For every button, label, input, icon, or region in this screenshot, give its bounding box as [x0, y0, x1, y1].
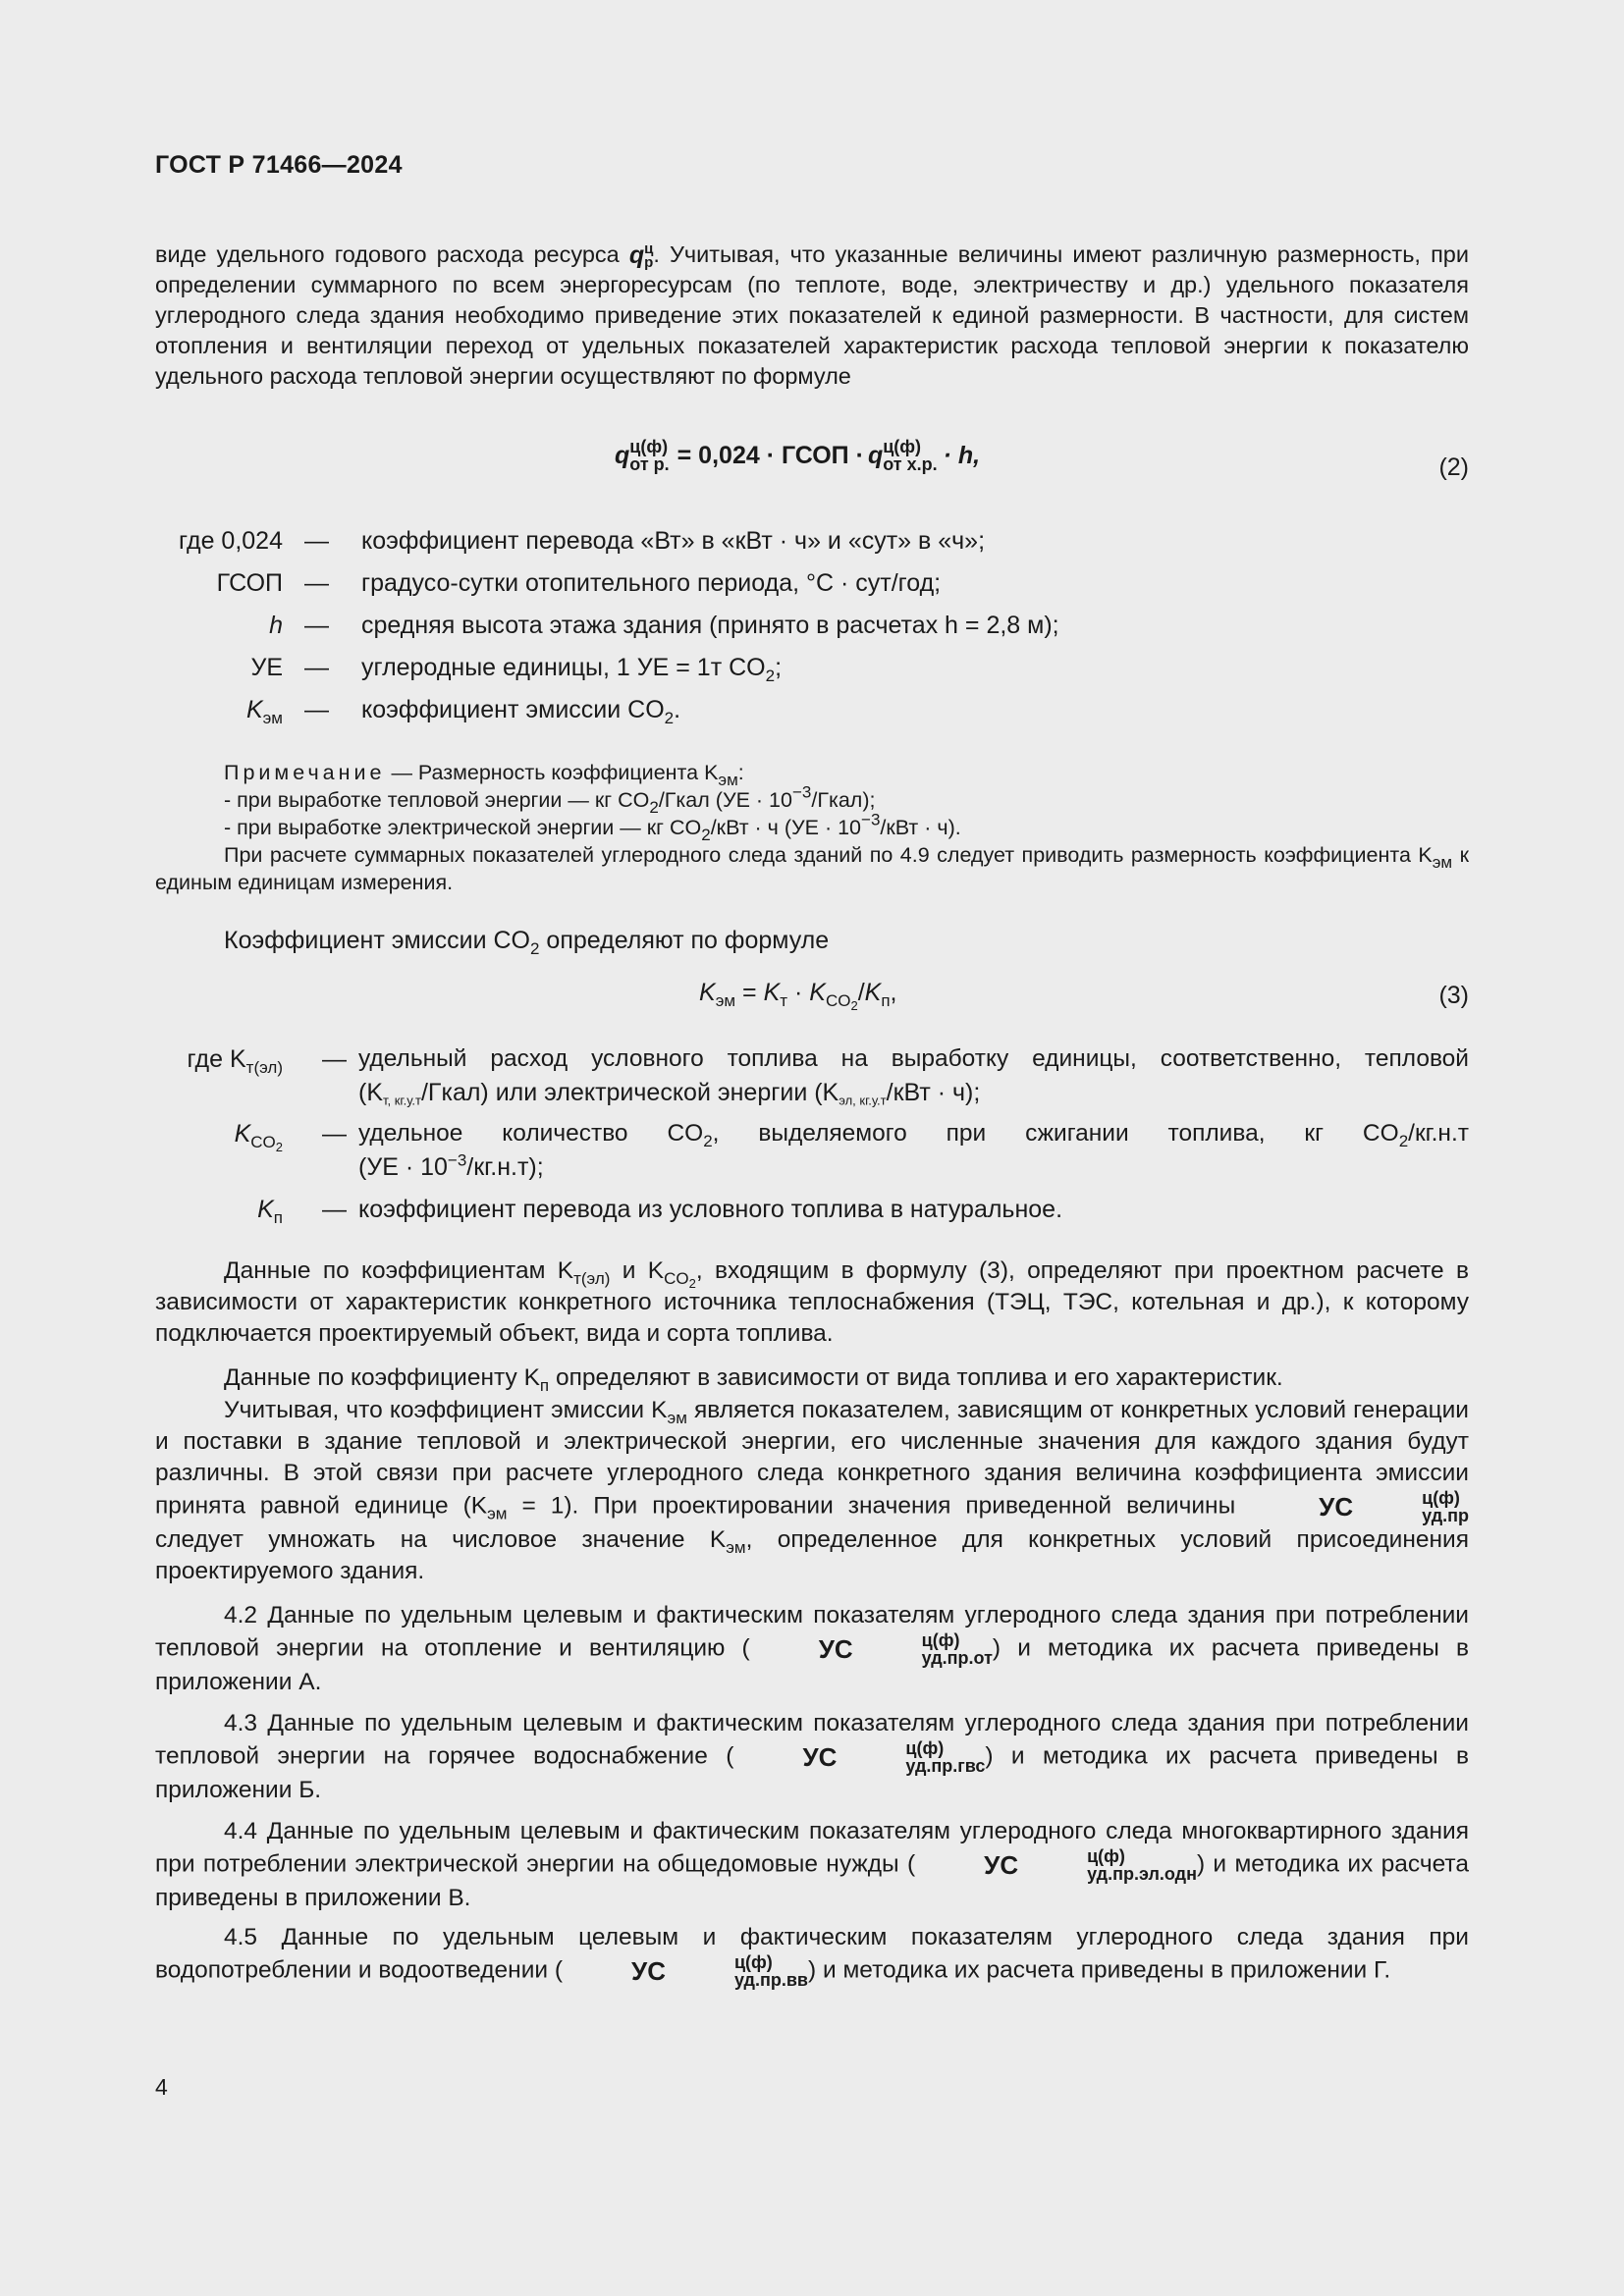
- legend-row: h — средняя высота этажа здания (принято в расчетах h = 2,8 м);: [269, 612, 1059, 639]
- q-symbol: q ц р: [628, 240, 654, 271]
- formula-3-number: (3): [1438, 982, 1469, 1009]
- section-4-4: 4.4 Данные по удельным целевым и фактическим показателям углеродного следа многоквартирного здания при потреблении электрической энергии на общедомовые нужды ( УС ц(ф) уд.пр.эл.одн ) и методика их расчета приведены в приложении В.: [155, 1818, 1469, 1911]
- formula-2: q ц(ф) от р. = 0,024 · ГСОП · q ц(ф) от х.р. · h,: [615, 437, 981, 474]
- intro-paragraph: виде удельного годового расхода ресурса q ц р . Учитывая, что указанные величины имеют различную размерность, при определении суммарного по всем энергоресурсам (по теплоте, воде, электричеству и др.) удельного показателя углеродного следа здания необходимо приведение этих показателей к единой размерности. В частности, для систем отопления и вентиляции переход от удельных показателей характеристик расхода тепловой энергии к показателю удельного расхода тепловой энергии осуществляют по формуле: [155, 240, 1469, 390]
- legend-row: УЕ — углеродные единицы, 1 УЕ = 1т $CO_2$;: [250, 654, 783, 685]
- section-4-5: 4.5 Данные по удельным целевым и фактическим показателям углеродного следа здания при водопотреблении и водоотведении ( УС ц(ф) уд.пр.вв ) и методика их расчета приведены в приложении Г.: [155, 1924, 1469, 1990]
- document-header: ГОСТ Р 71466—2024: [155, 151, 403, 179]
- emission-sentence: Коэффициент эмиссии $CO_2$ определяют по формуле: [224, 927, 830, 958]
- paragraph-emission: Учитывая, что коэффициент эмиссии $K_{эм}$ является показателем, зависящим от конкретных условий генерации и поставки в здание тепловой и электрической энергии, его численные значения для каждого здания будут различны. В этой связи при расчете углеродного следа конкретного здания величина коэффициента эмиссии принята равной единице $(K_{эм} = 1)$. При проектировании значения приведенной величины УС ц(ф) уд.пр следует умножать на числовое значение $K_{эм}$, определенное для конкретных условий присоединения проектируемого здания.: [155, 1397, 1469, 1584]
- section-4-3: 4.3 Данные по удельным целевым и фактическим показателям углеродного следа здания при потреблении тепловой энергии на горячее водоснабжение ( УС ц(ф) уд.пр.гвс ) и методика их расчета приведены в приложении Б.: [155, 1710, 1469, 1803]
- page-number: 4: [155, 2074, 168, 2100]
- note-block: Примечание — Размерность коэффициента $K_{эм}$: - при выработке тепловой энергии — кг $CO_2$/Гкал $(УЕ \cdot 10^{-3}/Гкал)$; - при выработке электрической энергии — кг $CO_2$/кВт · ч ($УЕ \cdot 10^{-3}$/кВт · ч). При расчете суммарных показателей углеродного следа зданий по 4.9 следует приводить размерность коэффициента $K_{эм}$ к единым единицам измерения.: [155, 761, 1469, 894]
- section-4-2: 4.2 Данные по удельным целевым и фактическим показателям углеродного следа здания при потреблении тепловой энергии на отопление и вентиляцию ( УС ц(ф) уд.пр.от ) и методика их расчета приведены в приложении А.: [155, 1602, 1469, 1695]
- legend-row-continued: $(K_{т, кг.у.т}/Гкал)$ или электрической энергии ($K_{эл, кг.у.т}$/кВт · ч);: [358, 1079, 981, 1108]
- legend-row: где 0,024 — коэффициент перевода «Вт» в «кВт · ч» и «сут» в «ч»;: [179, 527, 986, 555]
- document-page: ГОСТ Р 71466—2024 виде удельного годового расхода ресурса q ц р . Учитывая, что указанные величины имеют различную размерность, при определении суммарного по всем энергоресурсам (по теплоте, воде, электричеству и др.) удельного показателя углеродного следа здания необходимо приведение этих показателей к единой размерности. В частности, для систем отопления и вентиляции переход от удельных показателей характеристик расхода тепловой энергии к показателю удельного расхода тепловой энергии осуществляют по формуле q ц(ф) от р. = 0,024 · ГСОП · q ц(ф) от х.р. · h, (2) где 0,024 — коэффициент перевода «Вт» в «кВт · ч» и «сут» в «ч»; ГСОП — градусо-сутки отопительного периода, °С · сут/год; h — средняя высота этажа здания (принято в расчетах h = 2,8 м); УЕ — углеродные единицы, 1 УЕ = 1т $CO_2$; $K_{эм}$ — коэффициент эмиссии $CO_2$. Примечание — Размерность коэффициента $K_{эм}$: - при выработке тепловой энергии — кг $CO_2$/Гкал $(УЕ \cdot 10^{-3}/Гкал)$; - при выработке электрической энергии — кг $CO_2$/кВт · ч ($УЕ \cdot 10^{-3}$/кВт · ч). При расчете суммарных показателей углеродного следа зданий по 4.9 следует приводить размерность коэффициента $K_{эм}$ к единым единицам измерения. Коэффициент эмиссии $CO_2$ определяют по формуле $K_{эм} = K_т \cdot K_{CO_2}/K_п$, (3) где $K_{т(эл)}$ — удельный расход условного топлива на выработку единицы, соответственно, тепловой $(K_{т, кг.у.т}/Гкал)$ или электрической энергии ($K_{эл, кг.у.т}$/кВт · ч); $K_{CO_2}$ — удельное количество $CO_2$, выделяемого при сжигании топлива, кг $CO_2/кг.н.т$ $(УЕ \cdot 10^{-3}/кг.н.т)$; $K_п$ — коэффициент перевода из условного топлива в натуральное. Данные по коэффициентам $K_{т(эл)}$ и $K_{CO_2}$, входящим в формулу (3), определяют при проектном расчете в зависимости от характеристик конкретного источника теплоснабжения (ТЭЦ, ТЭС, котельная и др.), к которому подключается проектируемый объект, вида и сорта топлива. Данные по коэффициенту $K_п$ определяют в зависимости от вида топлива и его характеристик. Учитывая, что коэффициент эмиссии $K_{эм}$ является показателем, зависящим от конкретных условий генерации и поставки в здание тепловой и электрической энергии, его численные значения для каждого здания будут различны. В этой связи при расчете углеродного следа конкретного здания величина коэффициента эмиссии принята равной единице $(K_{эм} = 1)$. При проектировании значения приведенной величины УС ц(ф) уд.пр следует умножать на числовое значение $K_{эм}$, определенное для конкретных условий присоединения проектируемого здания. 4.2 Данные по удельным целевым и фактическим показателям углеродного следа здания при потреблении тепловой энергии на отопление и вентиляцию ( УС ц(ф) уд.пр.от ) и методика их расчета приведены в приложении А. 4.3 Данные по удельным целевым и фактическим показателям углеродного следа здания при потреблении тепловой энергии на горячее водоснабжение ( УС ц(ф) уд.пр.гвс ) и методика их расчета приведены в приложении Б. 4.4 Данные по удельным целевым и фактическим показателям углеродного следа многоквартирного здания при потреблении электрической энергии на общедомовые нужды ( УС ц(ф) уд.пр.эл.одн ) и методика их расчета приведены в приложении В. 4.5 Данные по удельным целевым и фактическим показателям углеродного следа здания при водопотреблении и водоотведении ( УС ц(ф) уд.пр.вв ) и методика их расчета приведены в приложении Г. 4: [0, 0, 1624, 2296]
- legend-row: ГСОП — градусо-сутки отопительного периода, °С · сут/год;: [216, 569, 942, 597]
- paragraph-kp: Данные по коэффициенту $K_п$ определяют в зависимости от вида топлива и его характеристик.: [224, 1364, 1283, 1395]
- formula-2-number: (2): [1438, 454, 1469, 481]
- paragraph-coefficients: Данные по коэффициентам $K_{т(эл)}$ и $K_{CO_2}$, входящим в формулу (3), определяют при проектном расчете в зависимости от характеристик конкретного источника теплоснабжения (ТЭЦ, ТЭС, котельная и др.), к которому подключается проектируемый объект, вида и сорта топлива.: [155, 1257, 1470, 1347]
- note-label: Примечание: [224, 761, 386, 784]
- legend-row: $K_{эм}$ — коэффициент эмиссии $CO_2$.: [245, 696, 681, 727]
- legend-row-continued: $(УЕ \cdot 10^{-3}/кг.н.т)$;: [358, 1150, 544, 1181]
- formula-3: $K_{эм} = K_т \cdot K_{CO_2}/K_п$,: [699, 979, 897, 1013]
- uc-symbol: УС ц(ф) уд.пр: [1319, 1488, 1469, 1525]
